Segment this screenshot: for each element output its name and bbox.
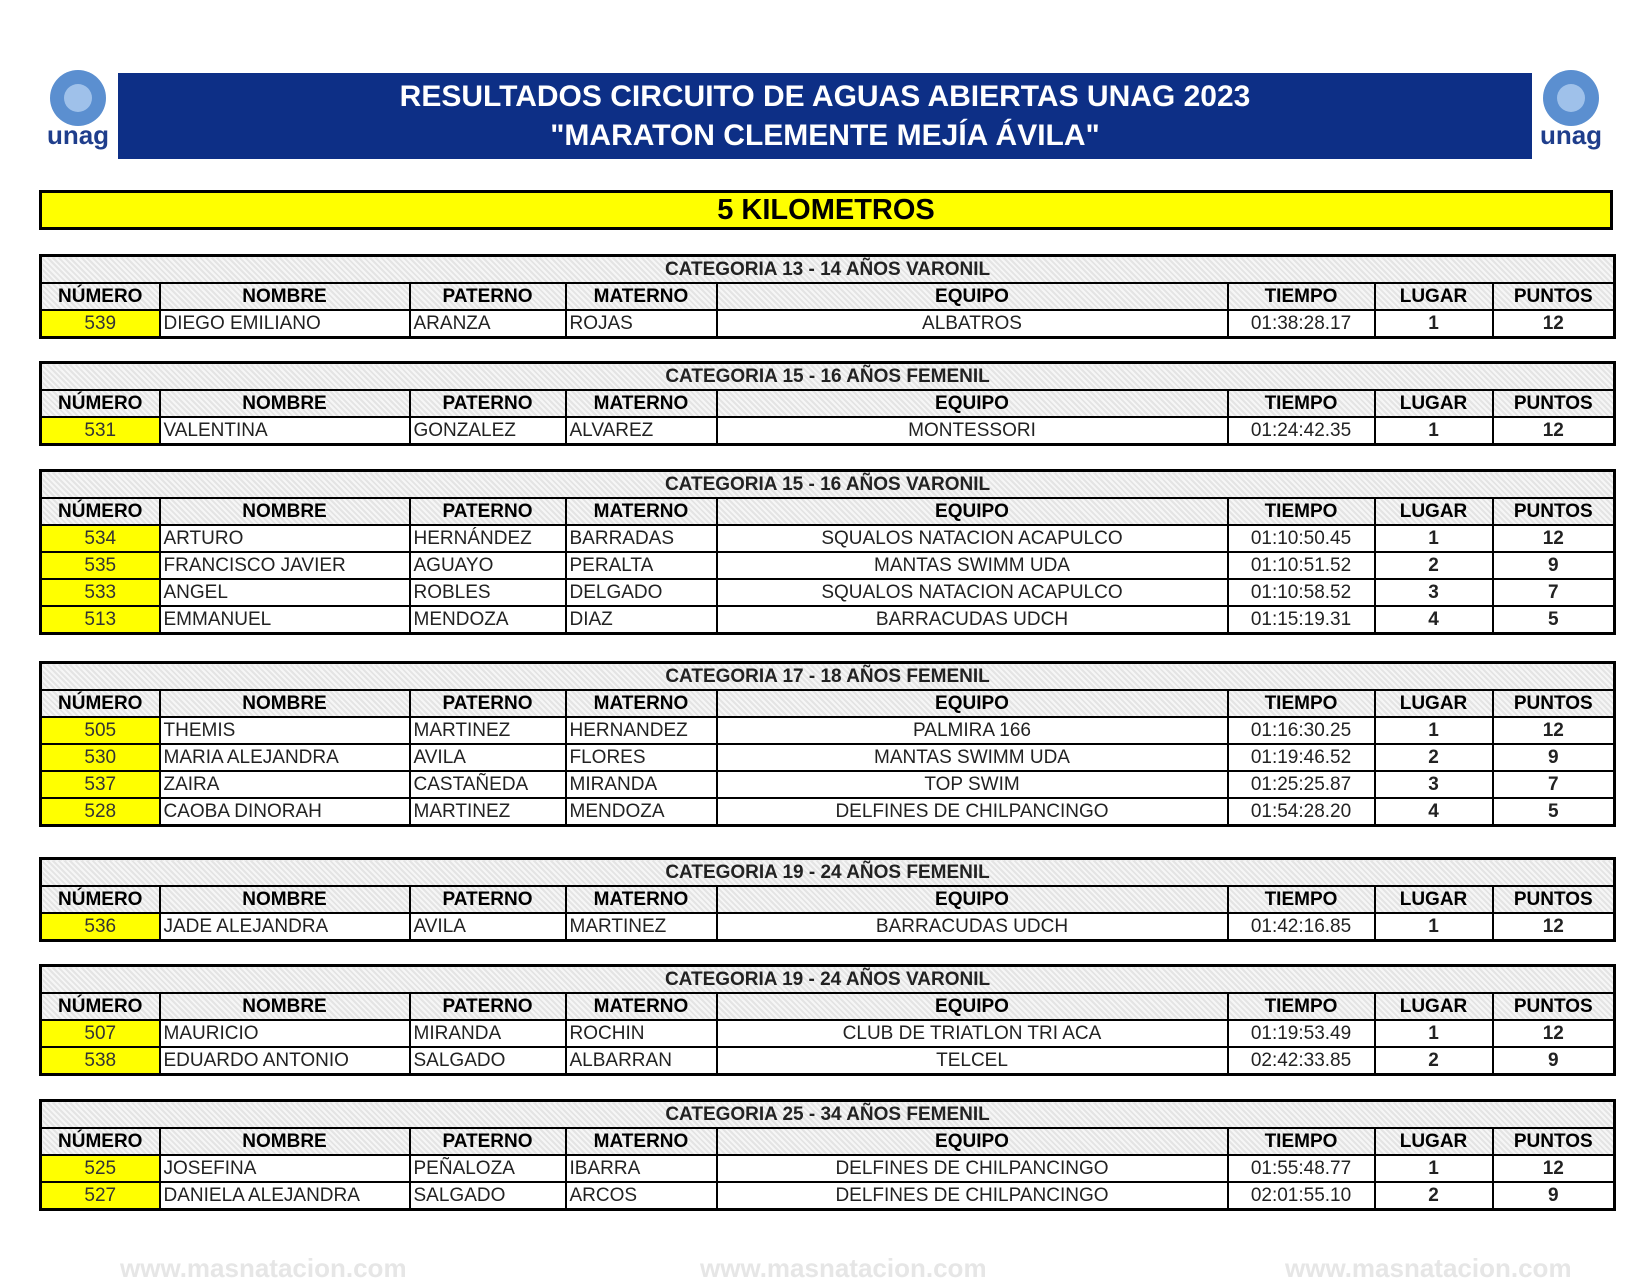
cell-equipo: PALMIRA 166 xyxy=(717,717,1228,744)
cell-materno: IBARRA xyxy=(566,1155,717,1182)
column-header-equipo: EQUIPO xyxy=(717,690,1228,717)
cell-equipo: DELFINES DE CHILPANCINGO xyxy=(717,1155,1228,1182)
cell-lugar: 2 xyxy=(1375,552,1493,579)
cell-tiempo: 01:15:19.31 xyxy=(1228,606,1375,634)
cell-equipo: ALBATROS xyxy=(717,310,1228,338)
cell-materno: DELGADO xyxy=(566,579,717,606)
cell-paterno: MARTINEZ xyxy=(410,798,566,826)
cell-lugar: 4 xyxy=(1375,606,1493,634)
table-row xyxy=(41,1155,1615,1182)
column-header-materno: MATERNO xyxy=(566,1128,717,1155)
distance-heading: 5 KILOMETROS xyxy=(39,190,1613,230)
cell-numero: 531 xyxy=(41,417,160,445)
column-header-puntos: PUNTOS xyxy=(1493,498,1615,525)
cell-numero: 533 xyxy=(41,579,160,606)
cell-materno: ALBARRAN xyxy=(566,1047,717,1075)
cell-tiempo: 01:19:53.49 xyxy=(1228,1020,1375,1047)
watermark: www.masnatacion.com xyxy=(1285,1253,1572,1283)
cell-tiempo: 02:42:33.85 xyxy=(1228,1047,1375,1075)
cell-numero: 507 xyxy=(41,1020,160,1047)
category-table xyxy=(39,857,1616,942)
cell-numero: 536 xyxy=(41,913,160,941)
cell-materno: MENDOZA xyxy=(566,798,717,826)
column-header-tiempo: TIEMPO xyxy=(1228,498,1375,525)
cell-nombre: DIEGO EMILIANO xyxy=(160,310,410,338)
column-header-materno: MATERNO xyxy=(566,390,717,417)
table-row xyxy=(41,525,1615,552)
column-header-tiempo: TIEMPO xyxy=(1228,993,1375,1020)
cell-numero: 513 xyxy=(41,606,160,634)
cell-puntos: 7 xyxy=(1493,579,1615,606)
cell-tiempo: 01:54:28.20 xyxy=(1228,798,1375,826)
watermark: www.masnatacion.com xyxy=(700,1253,987,1283)
column-header-numero: NÚMERO xyxy=(41,886,160,913)
cell-equipo: MANTAS SWIMM UDA xyxy=(717,744,1228,771)
cell-materno: PERALTA xyxy=(566,552,717,579)
cell-materno: MIRANDA xyxy=(566,771,717,798)
cell-lugar: 1 xyxy=(1375,1020,1493,1047)
category-table xyxy=(39,469,1616,635)
category-table xyxy=(39,361,1616,446)
cell-paterno: AGUAYO xyxy=(410,552,566,579)
cell-numero: 530 xyxy=(41,744,160,771)
cell-tiempo: 01:16:30.25 xyxy=(1228,717,1375,744)
table-row xyxy=(41,417,1615,445)
cell-nombre: DANIELA ALEJANDRA xyxy=(160,1182,410,1210)
cell-lugar: 2 xyxy=(1375,1047,1493,1075)
cell-nombre: EMMANUEL xyxy=(160,606,410,634)
column-header-paterno: PATERNO xyxy=(410,498,566,525)
cell-paterno: AVILA xyxy=(410,913,566,941)
cell-tiempo: 01:10:51.52 xyxy=(1228,552,1375,579)
column-header-paterno: PATERNO xyxy=(410,1128,566,1155)
cell-nombre: ZAIRA xyxy=(160,771,410,798)
column-header-lugar: LUGAR xyxy=(1375,886,1493,913)
column-header-numero: NÚMERO xyxy=(41,283,160,310)
column-header-nombre: NOMBRE xyxy=(160,1128,410,1155)
title-line-2: "MARATON CLEMENTE MEJÍA ÁVILA" xyxy=(550,119,1100,152)
column-header-tiempo: TIEMPO xyxy=(1228,1128,1375,1155)
cell-lugar: 1 xyxy=(1375,1155,1493,1182)
cell-puntos: 9 xyxy=(1493,552,1615,579)
cell-puntos: 5 xyxy=(1493,606,1615,634)
svg-text:unag: unag xyxy=(1539,120,1603,150)
column-header-tiempo: TIEMPO xyxy=(1228,283,1375,310)
column-header-numero: NÚMERO xyxy=(41,390,160,417)
cell-paterno: ROBLES xyxy=(410,579,566,606)
column-header-materno: MATERNO xyxy=(566,498,717,525)
cell-puntos: 12 xyxy=(1493,525,1615,552)
column-header-lugar: LUGAR xyxy=(1375,498,1493,525)
cell-paterno: AVILA xyxy=(410,744,566,771)
cell-lugar: 1 xyxy=(1375,913,1493,941)
table-row xyxy=(41,744,1615,771)
title-banner xyxy=(118,73,1532,159)
cell-tiempo: 01:24:42.35 xyxy=(1228,417,1375,445)
column-header-tiempo: TIEMPO xyxy=(1228,690,1375,717)
cell-tiempo: 01:38:28.17 xyxy=(1228,310,1375,338)
cell-lugar: 3 xyxy=(1375,771,1493,798)
cell-lugar: 2 xyxy=(1375,1182,1493,1210)
cell-equipo: MONTESSORI xyxy=(717,417,1228,445)
column-header-paterno: PATERNO xyxy=(410,690,566,717)
cell-materno: DIAZ xyxy=(566,606,717,634)
category-table xyxy=(39,254,1616,339)
category-title: CATEGORIA 15 - 16 AÑOS VARONIL xyxy=(41,471,1615,499)
column-header-paterno: PATERNO xyxy=(410,993,566,1020)
table-row xyxy=(41,606,1615,634)
table-row xyxy=(41,310,1615,338)
cell-equipo: DELFINES DE CHILPANCINGO xyxy=(717,1182,1228,1210)
column-header-nombre: NOMBRE xyxy=(160,390,410,417)
category-title: CATEGORIA 25 - 34 AÑOS FEMENIL xyxy=(41,1101,1615,1129)
cell-equipo: CLUB DE TRIATLON TRI ACA xyxy=(717,1020,1228,1047)
cell-nombre: MARIA ALEJANDRA xyxy=(160,744,410,771)
cell-puntos: 12 xyxy=(1493,717,1615,744)
column-header-nombre: NOMBRE xyxy=(160,283,410,310)
watermark: www.masnatacion.com xyxy=(120,1253,407,1283)
cell-lugar: 1 xyxy=(1375,310,1493,338)
cell-lugar: 4 xyxy=(1375,798,1493,826)
cell-puntos: 9 xyxy=(1493,1047,1615,1075)
category-table xyxy=(39,1099,1616,1211)
unag-logo-left xyxy=(44,68,112,158)
cell-equipo: TOP SWIM xyxy=(717,771,1228,798)
cell-puntos: 7 xyxy=(1493,771,1615,798)
category-title: CATEGORIA 19 - 24 AÑOS FEMENIL xyxy=(41,859,1615,887)
cell-equipo: TELCEL xyxy=(717,1047,1228,1075)
table-row xyxy=(41,579,1615,606)
cell-materno: MARTINEZ xyxy=(566,913,717,941)
column-header-paterno: PATERNO xyxy=(410,283,566,310)
cell-numero: 534 xyxy=(41,525,160,552)
category-table xyxy=(39,964,1616,1076)
column-header-tiempo: TIEMPO xyxy=(1228,390,1375,417)
cell-lugar: 1 xyxy=(1375,525,1493,552)
cell-tiempo: 01:42:16.85 xyxy=(1228,913,1375,941)
cell-paterno: CASTAÑEDA xyxy=(410,771,566,798)
cell-puntos: 12 xyxy=(1493,913,1615,941)
table-row xyxy=(41,1047,1615,1075)
table-row xyxy=(41,552,1615,579)
cell-tiempo: 01:25:25.87 xyxy=(1228,771,1375,798)
column-header-numero: NÚMERO xyxy=(41,1128,160,1155)
cell-nombre: FRANCISCO JAVIER xyxy=(160,552,410,579)
column-header-puntos: PUNTOS xyxy=(1493,1128,1615,1155)
table-row xyxy=(41,1020,1615,1047)
cell-numero: 535 xyxy=(41,552,160,579)
cell-nombre: JADE ALEJANDRA xyxy=(160,913,410,941)
column-header-paterno: PATERNO xyxy=(410,390,566,417)
cell-tiempo: 01:55:48.77 xyxy=(1228,1155,1375,1182)
column-header-nombre: NOMBRE xyxy=(160,886,410,913)
cell-equipo: SQUALOS NATACION ACAPULCO xyxy=(717,525,1228,552)
cell-equipo: BARRACUDAS UDCH xyxy=(717,606,1228,634)
cell-lugar: 1 xyxy=(1375,417,1493,445)
cell-materno: BARRADAS xyxy=(566,525,717,552)
column-header-lugar: LUGAR xyxy=(1375,993,1493,1020)
column-header-lugar: LUGAR xyxy=(1375,390,1493,417)
cell-nombre: ANGEL xyxy=(160,579,410,606)
title-line-1: RESULTADOS CIRCUITO DE AGUAS ABIERTAS UNAG 2023 xyxy=(399,80,1251,113)
column-header-equipo: EQUIPO xyxy=(717,886,1228,913)
cell-materno: ROJAS xyxy=(566,310,717,338)
cell-paterno: SALGADO xyxy=(410,1182,566,1210)
cell-equipo: MANTAS SWIMM UDA xyxy=(717,552,1228,579)
cell-nombre: THEMIS xyxy=(160,717,410,744)
cell-paterno: GONZALEZ xyxy=(410,417,566,445)
cell-equipo: BARRACUDAS UDCH xyxy=(717,913,1228,941)
cell-paterno: PEÑALOZA xyxy=(410,1155,566,1182)
column-header-equipo: EQUIPO xyxy=(717,283,1228,310)
column-header-puntos: PUNTOS xyxy=(1493,390,1615,417)
column-header-nombre: NOMBRE xyxy=(160,690,410,717)
cell-lugar: 3 xyxy=(1375,579,1493,606)
cell-materno: FLORES xyxy=(566,744,717,771)
table-row xyxy=(41,717,1615,744)
cell-materno: HERNANDEZ xyxy=(566,717,717,744)
cell-tiempo: 01:10:58.52 xyxy=(1228,579,1375,606)
column-header-equipo: EQUIPO xyxy=(717,390,1228,417)
cell-paterno: ARANZA xyxy=(410,310,566,338)
cell-nombre: MAURICIO xyxy=(160,1020,410,1047)
cell-numero: 539 xyxy=(41,310,160,338)
cell-equipo: SQUALOS NATACION ACAPULCO xyxy=(717,579,1228,606)
cell-puntos: 12 xyxy=(1493,1020,1615,1047)
cell-numero: 528 xyxy=(41,798,160,826)
cell-paterno: SALGADO xyxy=(410,1047,566,1075)
cell-puntos: 5 xyxy=(1493,798,1615,826)
cell-materno: ARCOS xyxy=(566,1182,717,1210)
cell-materno: ROCHIN xyxy=(566,1020,717,1047)
cell-numero: 538 xyxy=(41,1047,160,1075)
cell-nombre: EDUARDO ANTONIO xyxy=(160,1047,410,1075)
column-header-nombre: NOMBRE xyxy=(160,498,410,525)
column-header-lugar: LUGAR xyxy=(1375,283,1493,310)
column-header-puntos: PUNTOS xyxy=(1493,886,1615,913)
column-header-numero: NÚMERO xyxy=(41,690,160,717)
cell-paterno: MIRANDA xyxy=(410,1020,566,1047)
column-header-materno: MATERNO xyxy=(566,283,717,310)
cell-numero: 537 xyxy=(41,771,160,798)
cell-puntos: 12 xyxy=(1493,1155,1615,1182)
column-header-numero: NÚMERO xyxy=(41,993,160,1020)
category-table xyxy=(39,661,1616,827)
column-header-materno: MATERNO xyxy=(566,993,717,1020)
table-row xyxy=(41,798,1615,826)
column-header-puntos: PUNTOS xyxy=(1493,993,1615,1020)
cell-puntos: 12 xyxy=(1493,417,1615,445)
table-row xyxy=(41,913,1615,941)
column-header-materno: MATERNO xyxy=(566,886,717,913)
cell-materno: ALVAREZ xyxy=(566,417,717,445)
column-header-puntos: PUNTOS xyxy=(1493,283,1615,310)
column-header-numero: NÚMERO xyxy=(41,498,160,525)
category-title: CATEGORIA 17 - 18 AÑOS FEMENIL xyxy=(41,663,1615,691)
column-header-nombre: NOMBRE xyxy=(160,993,410,1020)
svg-text:unag: unag xyxy=(46,120,110,150)
category-title: CATEGORIA 13 - 14 AÑOS VARONIL xyxy=(41,256,1615,284)
cell-nombre: CAOBA DINORAH xyxy=(160,798,410,826)
column-header-tiempo: TIEMPO xyxy=(1228,886,1375,913)
category-title: CATEGORIA 15 - 16 AÑOS FEMENIL xyxy=(41,363,1615,391)
cell-tiempo: 02:01:55.10 xyxy=(1228,1182,1375,1210)
cell-nombre: VALENTINA xyxy=(160,417,410,445)
column-header-equipo: EQUIPO xyxy=(717,498,1228,525)
column-header-equipo: EQUIPO xyxy=(717,993,1228,1020)
cell-lugar: 1 xyxy=(1375,717,1493,744)
cell-equipo: DELFINES DE CHILPANCINGO xyxy=(717,798,1228,826)
cell-nombre: ARTURO xyxy=(160,525,410,552)
cell-puntos: 9 xyxy=(1493,744,1615,771)
cell-tiempo: 01:19:46.52 xyxy=(1228,744,1375,771)
cell-numero: 525 xyxy=(41,1155,160,1182)
column-header-materno: MATERNO xyxy=(566,690,717,717)
column-header-lugar: LUGAR xyxy=(1375,1128,1493,1155)
cell-numero: 527 xyxy=(41,1182,160,1210)
table-row xyxy=(41,1182,1615,1210)
column-header-paterno: PATERNO xyxy=(410,886,566,913)
column-header-equipo: EQUIPO xyxy=(717,1128,1228,1155)
cell-puntos: 12 xyxy=(1493,310,1615,338)
cell-lugar: 2 xyxy=(1375,744,1493,771)
column-header-lugar: LUGAR xyxy=(1375,690,1493,717)
cell-numero: 505 xyxy=(41,717,160,744)
cell-nombre: JOSEFINA xyxy=(160,1155,410,1182)
cell-paterno: MENDOZA xyxy=(410,606,566,634)
column-header-puntos: PUNTOS xyxy=(1493,690,1615,717)
cell-paterno: MARTINEZ xyxy=(410,717,566,744)
cell-puntos: 9 xyxy=(1493,1182,1615,1210)
category-title: CATEGORIA 19 - 24 AÑOS VARONIL xyxy=(41,966,1615,994)
cell-paterno: HERNÁNDEZ xyxy=(410,525,566,552)
table-row xyxy=(41,771,1615,798)
cell-tiempo: 01:10:50.45 xyxy=(1228,525,1375,552)
unag-logo-right xyxy=(1537,68,1605,158)
